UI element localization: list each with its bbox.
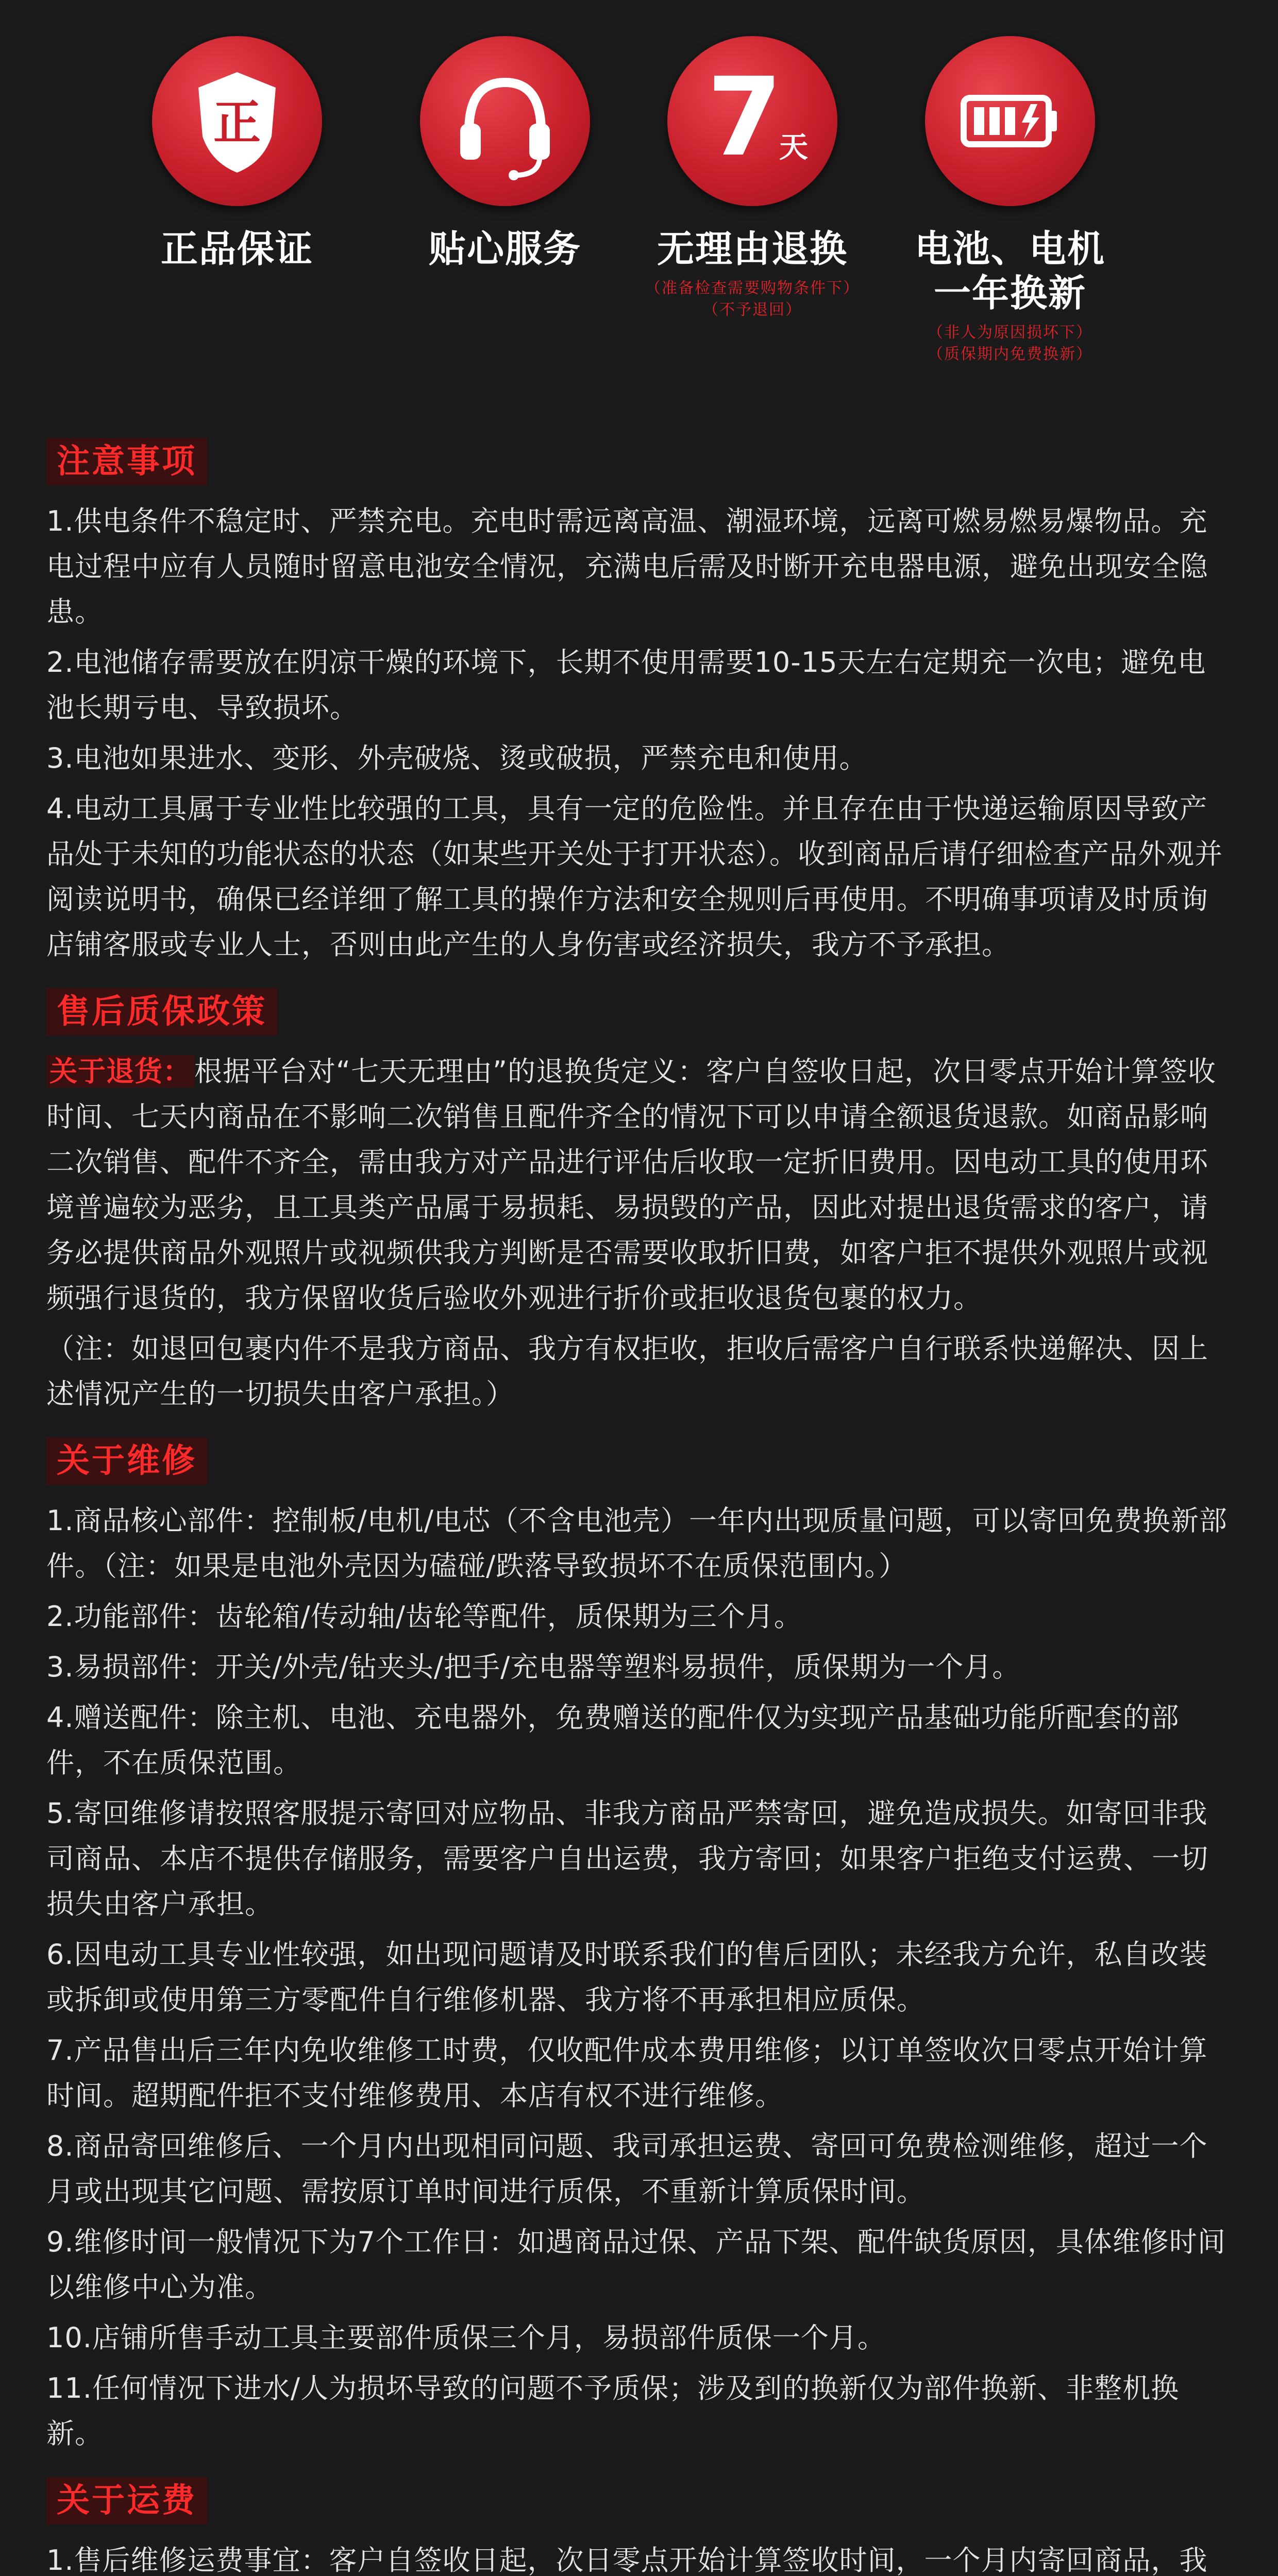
section-aftersale [46, 973, 1232, 1417]
genuine-circle [152, 36, 322, 206]
return-note-1: （准备检查需要购物条件下） [645, 279, 860, 297]
repair-item-4: 4.赠送配件：除主机、电池、充电器外，免费赠送的配件仅为实现产品基础功能所配套的部件，不在质保范围。 [46, 1701, 1180, 1779]
shipping-item-1: 1.售后维修运费事宜：客户自签收日起，次日零点开始计算签收时间，一个月内寄回商品，我 [46, 2544, 1208, 2576]
repair-item-2: 2.功能部件：齿轮箱/传动轴/齿轮等配件，质保期为三个月。 [46, 1600, 802, 1633]
repair-item-7: 7.产品售出后三年内免收维修工时费，仅收配件成本费用维修；以订单签收次日零点开始计算时间。超期配件拒不支付维修费用、本店有权不进行维修。 [46, 2034, 1208, 2112]
headset-icon [420, 36, 590, 206]
section-title-aftersale: 售后质保政策 [46, 988, 277, 1036]
repair-item-1: 1.商品核心部件：控制板/电机/电芯（不含电池壳）一年内出现质量问题，可以寄回免费换新部件。（注：如果是电池外壳因为磕碰/跌落导致损坏不在质保范围内。） [46, 1504, 1227, 1582]
note-item-2: 2.电池储存需要放在阴凉干燥的环境下，长期不使用需要10-15天左右定期充一次电；避免电池长期亏电、导致损坏。 [46, 646, 1206, 724]
seven-days-icon [667, 36, 837, 206]
feature-title-battery-1: 电池、电机 [914, 227, 1105, 270]
repair-item-6: 6.因电动工具专业性较强，如出现问题请及时联系我们的售后团队；未经我方允许，私自改装或拆卸或使用第三方零配件自行维修机器、我方将不再承担相应质保。 [46, 1938, 1208, 2016]
repair-item-10: 10.店铺所售手动工具主要部件质保三个月，易损部件质保一个月。 [46, 2321, 886, 2354]
repair-item-5: 5.寄回维修请按照客服提示寄回对应物品、非我方商品严禁寄回，避免造成损失。如寄回非我司商品、本店不提供存储服务，需要客户自出运费，我方寄回；如果客户拒绝支付运费、一切损失由客户承担。 [46, 1797, 1208, 1920]
features-strip [0, 0, 1278, 392]
note-item-3: 3.电池如果进水、变形、外壳破烧、烫或破损，严禁充电和使用。 [46, 742, 868, 774]
feature-title-return: 无理由退换 [657, 227, 848, 270]
section-title-notes: 注意事项 [46, 438, 207, 485]
repair-item-11: 11.任何情况下进水/人为损坏导致的问题不予质保；涉及到的换新仅为部件换新、非整机换新。 [46, 2372, 1180, 2450]
section-notes [46, 422, 1232, 968]
seven-digit: 7 [707, 54, 783, 180]
aftersale-body [46, 1049, 1232, 1321]
repair-item-3: 3.易损部件：开关/外壳/钻夹头/把手/充电器等塑料易损件，质保期为一个月。 [46, 1651, 1021, 1683]
return-body: 根据平台对“七天无理由”的退换货定义：客户自签收日起，次日零点开始计算签收时间、七天内商品在不影响二次销售且配件齐全的情况下可以申请全额退货退款。如商品影响二次销售、配件不齐全，需由我方对产品进行评估后收取一定折旧费用。因电动工具的使用环境普遍较为恶劣，且工具类产品属于易损耗、易损毁的产品，因此对提出退货需求的客户，请务必提供商品外观照片或视频供我方判断是否需要收取折旧费，如客户拒不提供外观照片或视频强行退货的，我方保留收货后验收外观进行折价或拒收退货包裹的权力。 [46, 1055, 1216, 1314]
return-note: （注：如退回包裹内件不是我方商品、我方有权拒收，拒收后需客户自行联系快递解决、因上述情况产生的一切损失由客户承担。） [46, 1332, 1208, 1410]
seven-day-char: 天 [779, 131, 808, 164]
note-item-4: 4.电动工具属于专业性比较强的工具，具有一定的危险性。并且存在由于快递运输原因导致产品处于未知的功能状态的状态（如某些开关处于打开状态）。收到商品后请仔细检查产品外观并阅读说明书，确保已经详细了解工具的操作方法和安全规则后再使用。不明确事项请及时质询店铺客服或专业人士，否则由此产生的人身伤害或经济损失，我方不予承担。 [46, 792, 1223, 961]
section-repair [46, 1422, 1232, 2456]
repair-item-9: 9.维修时间一般情况下为7个工作日：如遇商品过保、产品下架、配件缺货原因，具体维修时间以维修中心为准。 [46, 2226, 1226, 2303]
feature-title-genuine: 正品保证 [160, 227, 313, 270]
return-note-2: （不予退回） [703, 301, 802, 319]
battery-note-2: （质保期内免费换新） [928, 345, 1092, 363]
section-shipping [46, 2462, 1232, 2576]
feature-title-battery-2: 一年换新 [933, 272, 1086, 315]
battery-icon [925, 36, 1095, 206]
return-lead: 关于退货： [46, 1055, 194, 1088]
service-circle [420, 36, 590, 206]
battery-note-1: （非人为原因损坏下） [928, 324, 1092, 342]
section-title-repair: 关于维修 [46, 1437, 207, 1485]
policy-content [46, 422, 1232, 2576]
feature-title-service: 贴心服务 [428, 227, 581, 270]
shield-icon [152, 36, 322, 206]
note-item-1: 1.供电条件不稳定时、严禁充电。充电时需远离高温、潮湿环境，远离可燃易燃易爆物品。充电过程中应有人员随时留意电池安全情况，充满电后需及时断开充电器电源，避免出现安全隐患。 [46, 505, 1208, 628]
repair-item-8: 8.商品寄回维修后、一个月内出现相同问题、我司承担运费、寄回可免费检测维修，超过一个月或出现其它问题、需按原订单时间进行质保，不重新计算质保时间。 [46, 2130, 1208, 2208]
return-circle [667, 36, 837, 206]
section-title-shipping: 关于运费 [46, 2477, 207, 2524]
shield-char: 正 [213, 95, 261, 150]
battery-circle [925, 36, 1095, 206]
